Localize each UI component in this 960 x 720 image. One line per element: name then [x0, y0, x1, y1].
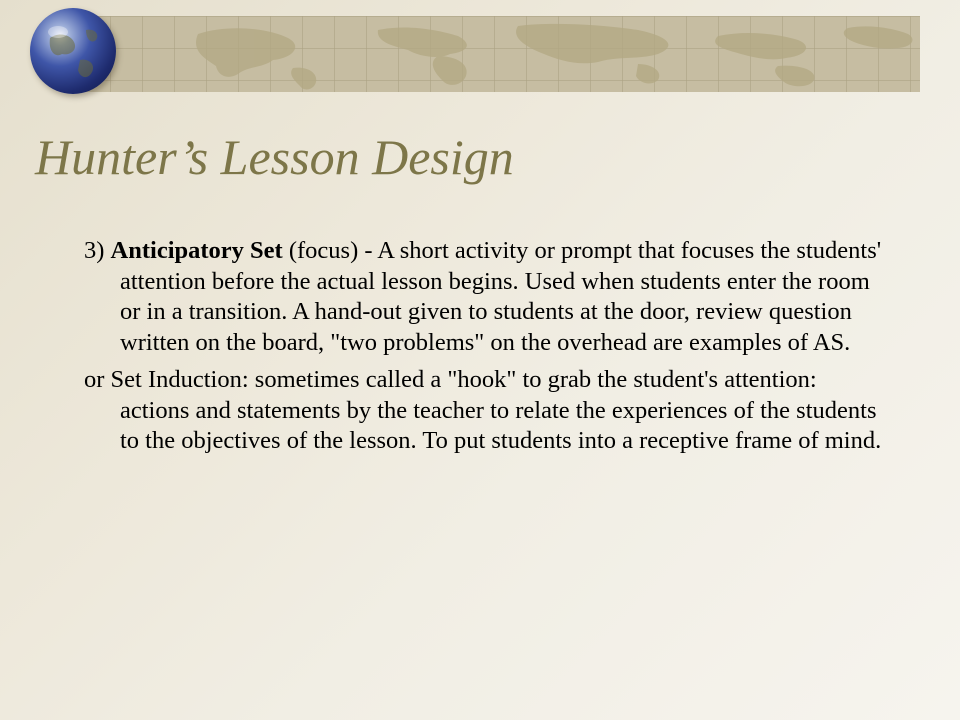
world-map-graphic [78, 16, 920, 92]
world-map-banner [78, 16, 920, 92]
globe-icon [30, 8, 116, 94]
slide-body [84, 236, 884, 464]
paragraph-text: (focus) - A short activity or prompt that focuses the students' attention before the actual lesson begins. Used when students enter the room or in a transition. A hand-out given to students at the door, review question written on the board, "two problems" on the overhead are examples of AS. [120, 237, 882, 356]
paragraph-set-induction: or Set Induction: sometimes called a "hook" to grab the student's attention: actions and statements by the teacher to relate the experiences of the students to the objectives of the lesson. To put students into a receptive frame of mind. [84, 366, 882, 454]
paragraph-anticipatory-set [84, 236, 884, 358]
paragraph-number: 3) [84, 237, 111, 264]
term-anticipatory-set: Anticipatory Set [110, 237, 283, 264]
slide-title: Hunter’s Lesson Design [35, 129, 514, 185]
